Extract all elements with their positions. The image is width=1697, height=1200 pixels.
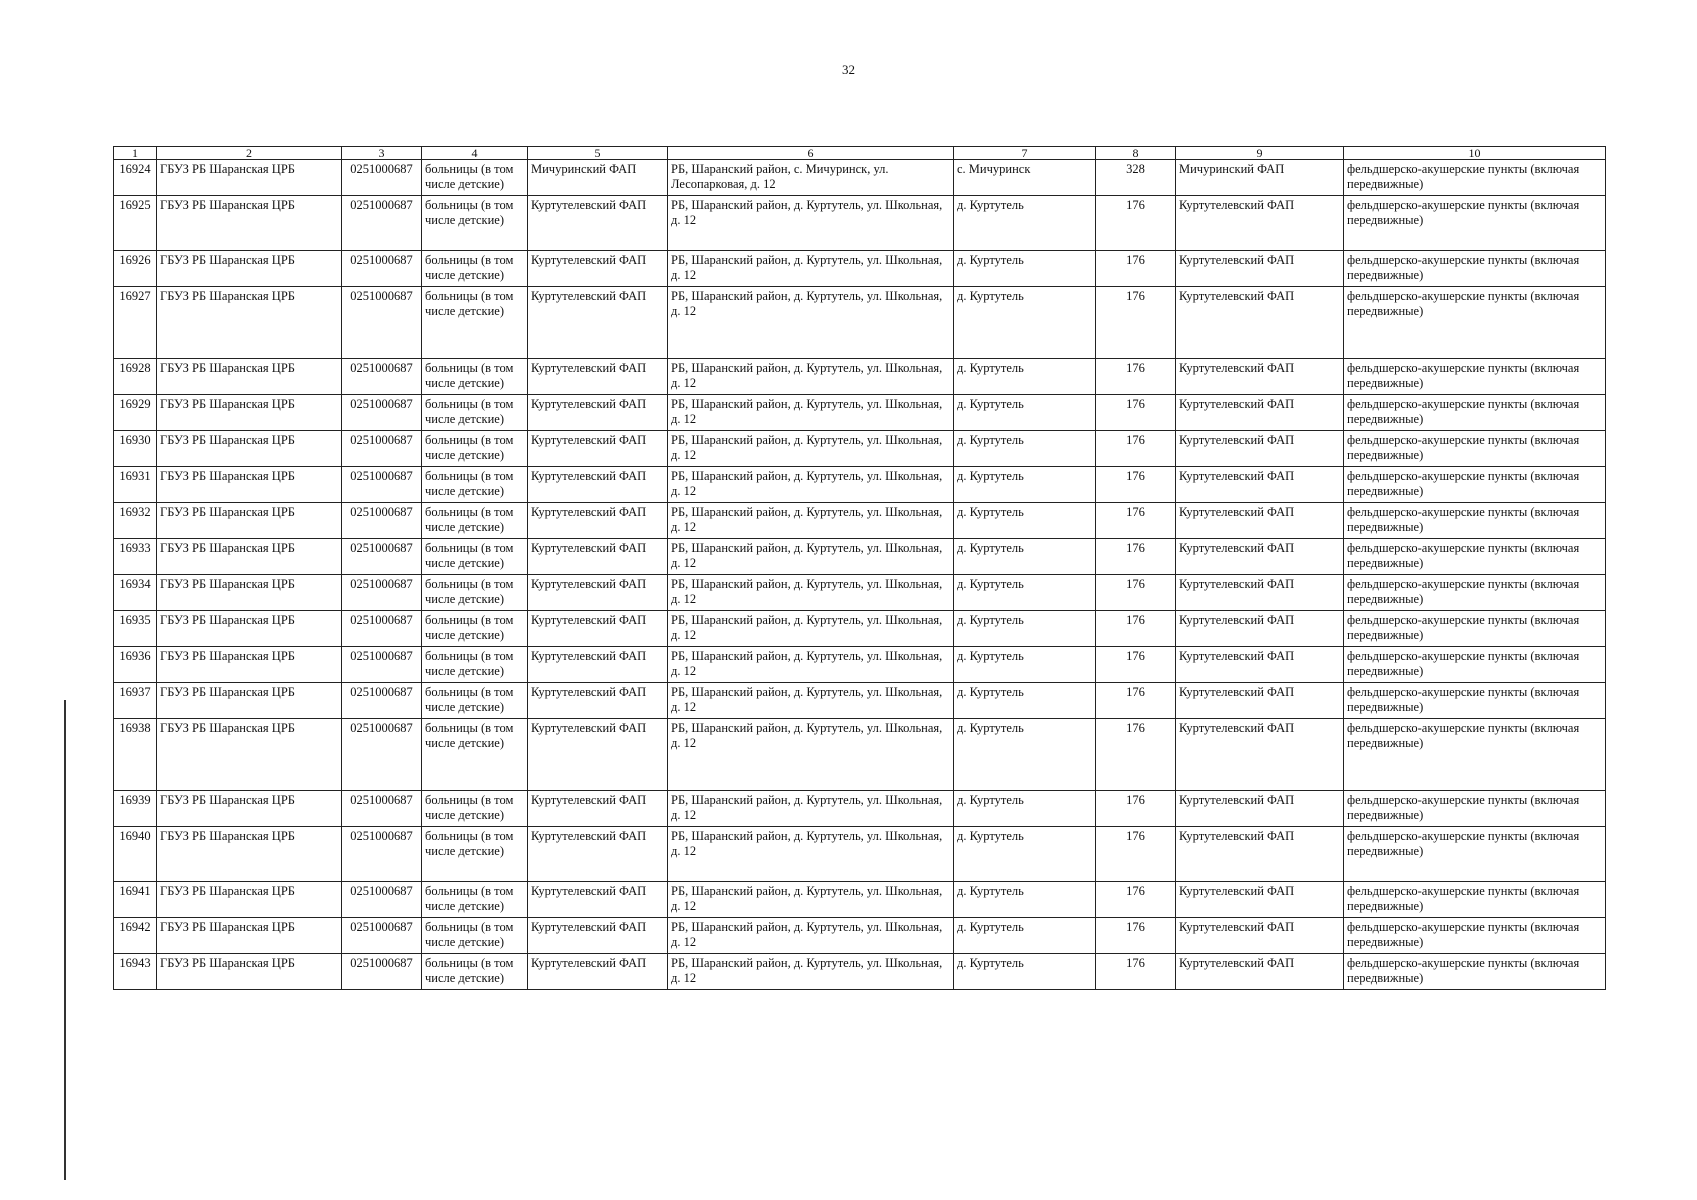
institution-type-cell: больницы (в том числе детские) <box>422 611 528 647</box>
count-cell: 176 <box>1096 827 1176 882</box>
row-id-cell: 16934 <box>114 575 157 611</box>
unit-name-cell: Куртутелевский ФАП <box>528 287 668 359</box>
row-id-cell: 16927 <box>114 287 157 359</box>
count-cell: 176 <box>1096 467 1176 503</box>
institution-type-cell: больницы (в том числе детские) <box>422 395 528 431</box>
count-cell: 176 <box>1096 359 1176 395</box>
address-cell: РБ, Шаранский район, д. Куртутель, ул. Школьная, д. 12 <box>668 503 954 539</box>
count-cell: 176 <box>1096 719 1176 791</box>
row-id-cell: 16943 <box>114 954 157 990</box>
unit-name-cell: Куртутелевский ФАП <box>528 575 668 611</box>
row-id-cell: 16937 <box>114 683 157 719</box>
address-cell: РБ, Шаранский район, д. Куртутель, ул. Школьная, д. 12 <box>668 359 954 395</box>
count-cell: 176 <box>1096 791 1176 827</box>
locality-cell: д. Куртутель <box>954 827 1096 882</box>
row-id-cell: 16925 <box>114 196 157 251</box>
inn-cell: 0251000687 <box>342 395 422 431</box>
organization-cell: ГБУЗ РБ Шаранская ЦРБ <box>157 196 342 251</box>
category-cell: фельдшерско-акушерские пункты (включая передвижные) <box>1344 647 1606 683</box>
inn-cell: 0251000687 <box>342 827 422 882</box>
column-number: 6 <box>668 147 954 160</box>
locality-cell: д. Куртутель <box>954 395 1096 431</box>
locality-cell: д. Куртутель <box>954 431 1096 467</box>
inn-cell: 0251000687 <box>342 503 422 539</box>
table-row <box>114 467 1606 503</box>
locality-cell: д. Куртутель <box>954 251 1096 287</box>
unit-name-cell: Куртутелевский ФАП <box>528 683 668 719</box>
binding-edge-line <box>64 700 66 1180</box>
table-row <box>114 882 1606 918</box>
institution-type-cell: больницы (в том числе детские) <box>422 539 528 575</box>
facility-name-cell: Куртутелевский ФАП <box>1176 827 1344 882</box>
count-cell: 176 <box>1096 575 1176 611</box>
inn-cell: 0251000687 <box>342 683 422 719</box>
locality-cell: д. Куртутель <box>954 467 1096 503</box>
facility-name-cell: Куртутелевский ФАП <box>1176 467 1344 503</box>
organization-cell: ГБУЗ РБ Шаранская ЦРБ <box>157 683 342 719</box>
category-cell: фельдшерско-акушерские пункты (включая передвижные) <box>1344 719 1606 791</box>
inn-cell: 0251000687 <box>342 431 422 467</box>
organization-cell: ГБУЗ РБ Шаранская ЦРБ <box>157 827 342 882</box>
row-id-cell: 16926 <box>114 251 157 287</box>
locality-cell: д. Куртутель <box>954 611 1096 647</box>
address-cell: РБ, Шаранский район, д. Куртутель, ул. Школьная, д. 12 <box>668 395 954 431</box>
organization-cell: ГБУЗ РБ Шаранская ЦРБ <box>157 791 342 827</box>
unit-name-cell: Куртутелевский ФАП <box>528 918 668 954</box>
institution-type-cell: больницы (в том числе детские) <box>422 827 528 882</box>
column-number: 9 <box>1176 147 1344 160</box>
address-cell: РБ, Шаранский район, д. Куртутель, ул. Школьная, д. 12 <box>668 287 954 359</box>
row-id-cell: 16928 <box>114 359 157 395</box>
organization-cell: ГБУЗ РБ Шаранская ЦРБ <box>157 882 342 918</box>
inn-cell: 0251000687 <box>342 575 422 611</box>
row-id-cell: 16933 <box>114 539 157 575</box>
table-row <box>114 575 1606 611</box>
table-row <box>114 827 1606 882</box>
table-row <box>114 954 1606 990</box>
category-cell: фельдшерско-акушерские пункты (включая передвижные) <box>1344 251 1606 287</box>
organization-cell: ГБУЗ РБ Шаранская ЦРБ <box>157 539 342 575</box>
column-number: 3 <box>342 147 422 160</box>
unit-name-cell: Куртутелевский ФАП <box>528 954 668 990</box>
organization-cell: ГБУЗ РБ Шаранская ЦРБ <box>157 503 342 539</box>
institution-type-cell: больницы (в том числе детские) <box>422 647 528 683</box>
inn-cell: 0251000687 <box>342 467 422 503</box>
column-number: 5 <box>528 147 668 160</box>
column-number-row <box>114 147 1606 160</box>
facility-name-cell: Куртутелевский ФАП <box>1176 431 1344 467</box>
locality-cell: д. Куртутель <box>954 683 1096 719</box>
unit-name-cell: Куртутелевский ФАП <box>528 467 668 503</box>
count-cell: 176 <box>1096 647 1176 683</box>
institution-type-cell: больницы (в том числе детские) <box>422 196 528 251</box>
institution-type-cell: больницы (в том числе детские) <box>422 431 528 467</box>
address-cell: РБ, Шаранский район, д. Куртутель, ул. Школьная, д. 12 <box>668 827 954 882</box>
category-cell: фельдшерско-акушерские пункты (включая передвижные) <box>1344 683 1606 719</box>
column-number: 2 <box>157 147 342 160</box>
count-cell: 176 <box>1096 503 1176 539</box>
page-number: 32 <box>842 62 855 77</box>
locality-cell: д. Куртутель <box>954 575 1096 611</box>
column-number: 4 <box>422 147 528 160</box>
count-cell: 328 <box>1096 160 1176 196</box>
inn-cell: 0251000687 <box>342 196 422 251</box>
locality-cell: д. Куртутель <box>954 539 1096 575</box>
table-row <box>114 611 1606 647</box>
row-id-cell: 16939 <box>114 791 157 827</box>
category-cell: фельдшерско-акушерские пункты (включая передвижные) <box>1344 503 1606 539</box>
row-id-cell: 16929 <box>114 395 157 431</box>
row-id-cell: 16935 <box>114 611 157 647</box>
inn-cell: 0251000687 <box>342 359 422 395</box>
count-cell: 176 <box>1096 611 1176 647</box>
category-cell: фельдшерско-акушерские пункты (включая передвижные) <box>1344 954 1606 990</box>
unit-name-cell: Куртутелевский ФАП <box>528 503 668 539</box>
category-cell: фельдшерско-акушерские пункты (включая передвижные) <box>1344 431 1606 467</box>
facility-name-cell: Куртутелевский ФАП <box>1176 575 1344 611</box>
unit-name-cell: Куртутелевский ФАП <box>528 431 668 467</box>
institution-type-cell: больницы (в том числе детские) <box>422 918 528 954</box>
row-id-cell: 16941 <box>114 882 157 918</box>
institution-type-cell: больницы (в том числе детские) <box>422 683 528 719</box>
address-cell: РБ, Шаранский район, д. Куртутель, ул. Школьная, д. 12 <box>668 683 954 719</box>
facility-name-cell: Куртутелевский ФАП <box>1176 359 1344 395</box>
category-cell: фельдшерско-акушерские пункты (включая передвижные) <box>1344 882 1606 918</box>
institution-type-cell: больницы (в том числе детские) <box>422 719 528 791</box>
facility-name-cell: Куртутелевский ФАП <box>1176 287 1344 359</box>
organization-cell: ГБУЗ РБ Шаранская ЦРБ <box>157 467 342 503</box>
inn-cell: 0251000687 <box>342 539 422 575</box>
locality-cell: д. Куртутель <box>954 503 1096 539</box>
inn-cell: 0251000687 <box>342 954 422 990</box>
category-cell: фельдшерско-акушерские пункты (включая передвижные) <box>1344 359 1606 395</box>
address-cell: РБ, Шаранский район, с. Мичуринск, ул. Лесопарковая, д. 12 <box>668 160 954 196</box>
locality-cell: д. Куртутель <box>954 287 1096 359</box>
category-cell: фельдшерско-акушерские пункты (включая передвижные) <box>1344 918 1606 954</box>
inn-cell: 0251000687 <box>342 611 422 647</box>
address-cell: РБ, Шаранский район, д. Куртутель, ул. Школьная, д. 12 <box>668 251 954 287</box>
category-cell: фельдшерско-акушерские пункты (включая передвижные) <box>1344 791 1606 827</box>
institution-type-cell: больницы (в том числе детские) <box>422 160 528 196</box>
table-row <box>114 918 1606 954</box>
inn-cell: 0251000687 <box>342 719 422 791</box>
unit-name-cell: Куртутелевский ФАП <box>528 827 668 882</box>
address-cell: РБ, Шаранский район, д. Куртутель, ул. Школьная, д. 12 <box>668 539 954 575</box>
unit-name-cell: Куртутелевский ФАП <box>528 719 668 791</box>
table-row <box>114 503 1606 539</box>
unit-name-cell: Куртутелевский ФАП <box>528 791 668 827</box>
address-cell: РБ, Шаранский район, д. Куртутель, ул. Школьная, д. 12 <box>668 719 954 791</box>
table-row <box>114 160 1606 196</box>
facility-name-cell: Куртутелевский ФАП <box>1176 954 1344 990</box>
facility-name-cell: Куртутелевский ФАП <box>1176 719 1344 791</box>
institution-type-cell: больницы (в том числе детские) <box>422 575 528 611</box>
institution-type-cell: больницы (в том числе детские) <box>422 791 528 827</box>
inn-cell: 0251000687 <box>342 791 422 827</box>
facility-name-cell: Куртутелевский ФАП <box>1176 791 1344 827</box>
count-cell: 176 <box>1096 196 1176 251</box>
column-number: 7 <box>954 147 1096 160</box>
organization-cell: ГБУЗ РБ Шаранская ЦРБ <box>157 395 342 431</box>
column-number: 1 <box>114 147 157 160</box>
table-row <box>114 431 1606 467</box>
address-cell: РБ, Шаранский район, д. Куртутель, ул. Школьная, д. 12 <box>668 431 954 467</box>
category-cell: фельдшерско-акушерские пункты (включая передвижные) <box>1344 467 1606 503</box>
category-cell: фельдшерско-акушерские пункты (включая передвижные) <box>1344 196 1606 251</box>
row-id-cell: 16930 <box>114 431 157 467</box>
row-id-cell: 16938 <box>114 719 157 791</box>
category-cell: фельдшерско-акушерские пункты (включая передвижные) <box>1344 539 1606 575</box>
facility-name-cell: Куртутелевский ФАП <box>1176 647 1344 683</box>
institution-type-cell: больницы (в том числе детские) <box>422 359 528 395</box>
address-cell: РБ, Шаранский район, д. Куртутель, ул. Школьная, д. 12 <box>668 882 954 918</box>
institution-type-cell: больницы (в том числе детские) <box>422 287 528 359</box>
locality-cell: д. Куртутель <box>954 791 1096 827</box>
inn-cell: 0251000687 <box>342 287 422 359</box>
address-cell: РБ, Шаранский район, д. Куртутель, ул. Школьная, д. 12 <box>668 918 954 954</box>
locality-cell: с. Мичуринск <box>954 160 1096 196</box>
category-cell: фельдшерско-акушерские пункты (включая передвижные) <box>1344 395 1606 431</box>
row-id-cell: 16931 <box>114 467 157 503</box>
category-cell: фельдшерско-акушерские пункты (включая передвижные) <box>1344 287 1606 359</box>
address-cell: РБ, Шаранский район, д. Куртутель, ул. Школьная, д. 12 <box>668 611 954 647</box>
organization-cell: ГБУЗ РБ Шаранская ЦРБ <box>157 918 342 954</box>
organization-cell: ГБУЗ РБ Шаранская ЦРБ <box>157 287 342 359</box>
locality-cell: д. Куртутель <box>954 196 1096 251</box>
inn-cell: 0251000687 <box>342 882 422 918</box>
organization-cell: ГБУЗ РБ Шаранская ЦРБ <box>157 954 342 990</box>
unit-name-cell: Мичуринский ФАП <box>528 160 668 196</box>
count-cell: 176 <box>1096 539 1176 575</box>
inn-cell: 0251000687 <box>342 251 422 287</box>
count-cell: 176 <box>1096 882 1176 918</box>
count-cell: 176 <box>1096 431 1176 467</box>
row-id-cell: 16940 <box>114 827 157 882</box>
facility-name-cell: Куртутелевский ФАП <box>1176 918 1344 954</box>
facility-name-cell: Куртутелевский ФАП <box>1176 683 1344 719</box>
locality-cell: д. Куртутель <box>954 359 1096 395</box>
institution-type-cell: больницы (в том числе детские) <box>422 503 528 539</box>
row-id-cell: 16932 <box>114 503 157 539</box>
facility-name-cell: Куртутелевский ФАП <box>1176 251 1344 287</box>
organization-cell: ГБУЗ РБ Шаранская ЦРБ <box>157 575 342 611</box>
institution-type-cell: больницы (в том числе детские) <box>422 882 528 918</box>
count-cell: 176 <box>1096 287 1176 359</box>
organization-cell: ГБУЗ РБ Шаранская ЦРБ <box>157 359 342 395</box>
table-row <box>114 647 1606 683</box>
facility-name-cell: Мичуринский ФАП <box>1176 160 1344 196</box>
organization-cell: ГБУЗ РБ Шаранская ЦРБ <box>157 647 342 683</box>
table-row <box>114 395 1606 431</box>
address-cell: РБ, Шаранский район, д. Куртутель, ул. Школьная, д. 12 <box>668 196 954 251</box>
institution-type-cell: больницы (в том числе детские) <box>422 251 528 287</box>
row-id-cell: 16942 <box>114 918 157 954</box>
table-row <box>114 196 1606 251</box>
unit-name-cell: Куртутелевский ФАП <box>528 395 668 431</box>
organization-cell: ГБУЗ РБ Шаранская ЦРБ <box>157 431 342 467</box>
table-row <box>114 719 1606 791</box>
locality-cell: д. Куртутель <box>954 719 1096 791</box>
organization-cell: ГБУЗ РБ Шаранская ЦРБ <box>157 611 342 647</box>
unit-name-cell: Куртутелевский ФАП <box>528 539 668 575</box>
unit-name-cell: Куртутелевский ФАП <box>528 359 668 395</box>
locality-cell: д. Куртутель <box>954 918 1096 954</box>
unit-name-cell: Куртутелевский ФАП <box>528 882 668 918</box>
inn-cell: 0251000687 <box>342 647 422 683</box>
locality-cell: д. Куртутель <box>954 954 1096 990</box>
facility-name-cell: Куртутелевский ФАП <box>1176 611 1344 647</box>
table-row <box>114 359 1606 395</box>
count-cell: 176 <box>1096 954 1176 990</box>
organization-cell: ГБУЗ РБ Шаранская ЦРБ <box>157 719 342 791</box>
table-row <box>114 791 1606 827</box>
unit-name-cell: Куртутелевский ФАП <box>528 647 668 683</box>
column-number: 8 <box>1096 147 1176 160</box>
facility-name-cell: Куртутелевский ФАП <box>1176 503 1344 539</box>
inn-cell: 0251000687 <box>342 160 422 196</box>
category-cell: фельдшерско-акушерские пункты (включая передвижные) <box>1344 611 1606 647</box>
table-row <box>114 539 1606 575</box>
facility-name-cell: Куртутелевский ФАП <box>1176 539 1344 575</box>
count-cell: 176 <box>1096 395 1176 431</box>
facility-name-cell: Куртутелевский ФАП <box>1176 882 1344 918</box>
locality-cell: д. Куртутель <box>954 882 1096 918</box>
address-cell: РБ, Шаранский район, д. Куртутель, ул. Школьная, д. 12 <box>668 791 954 827</box>
count-cell: 176 <box>1096 918 1176 954</box>
row-id-cell: 16936 <box>114 647 157 683</box>
inn-cell: 0251000687 <box>342 918 422 954</box>
address-cell: РБ, Шаранский район, д. Куртутель, ул. Школьная, д. 12 <box>668 954 954 990</box>
count-cell: 176 <box>1096 683 1176 719</box>
row-id-cell: 16924 <box>114 160 157 196</box>
address-cell: РБ, Шаранский район, д. Куртутель, ул. Школьная, д. 12 <box>668 647 954 683</box>
institution-type-cell: больницы (в том числе детские) <box>422 954 528 990</box>
column-number: 10 <box>1344 147 1606 160</box>
table-row <box>114 251 1606 287</box>
unit-name-cell: Куртутелевский ФАП <box>528 251 668 287</box>
category-cell: фельдшерско-акушерские пункты (включая передвижные) <box>1344 827 1606 882</box>
unit-name-cell: Куртутелевский ФАП <box>528 196 668 251</box>
facility-name-cell: Куртутелевский ФАП <box>1176 196 1344 251</box>
facility-name-cell: Куртутелевский ФАП <box>1176 395 1344 431</box>
registry-table <box>113 146 1606 990</box>
institution-type-cell: больницы (в том числе детские) <box>422 467 528 503</box>
category-cell: фельдшерско-акушерские пункты (включая передвижные) <box>1344 160 1606 196</box>
address-cell: РБ, Шаранский район, д. Куртутель, ул. Школьная, д. 12 <box>668 467 954 503</box>
unit-name-cell: Куртутелевский ФАП <box>528 611 668 647</box>
organization-cell: ГБУЗ РБ Шаранская ЦРБ <box>157 251 342 287</box>
address-cell: РБ, Шаранский район, д. Куртутель, ул. Школьная, д. 12 <box>668 575 954 611</box>
table-row <box>114 683 1606 719</box>
table-row <box>114 287 1606 359</box>
organization-cell: ГБУЗ РБ Шаранская ЦРБ <box>157 160 342 196</box>
category-cell: фельдшерско-акушерские пункты (включая передвижные) <box>1344 575 1606 611</box>
count-cell: 176 <box>1096 251 1176 287</box>
locality-cell: д. Куртутель <box>954 647 1096 683</box>
